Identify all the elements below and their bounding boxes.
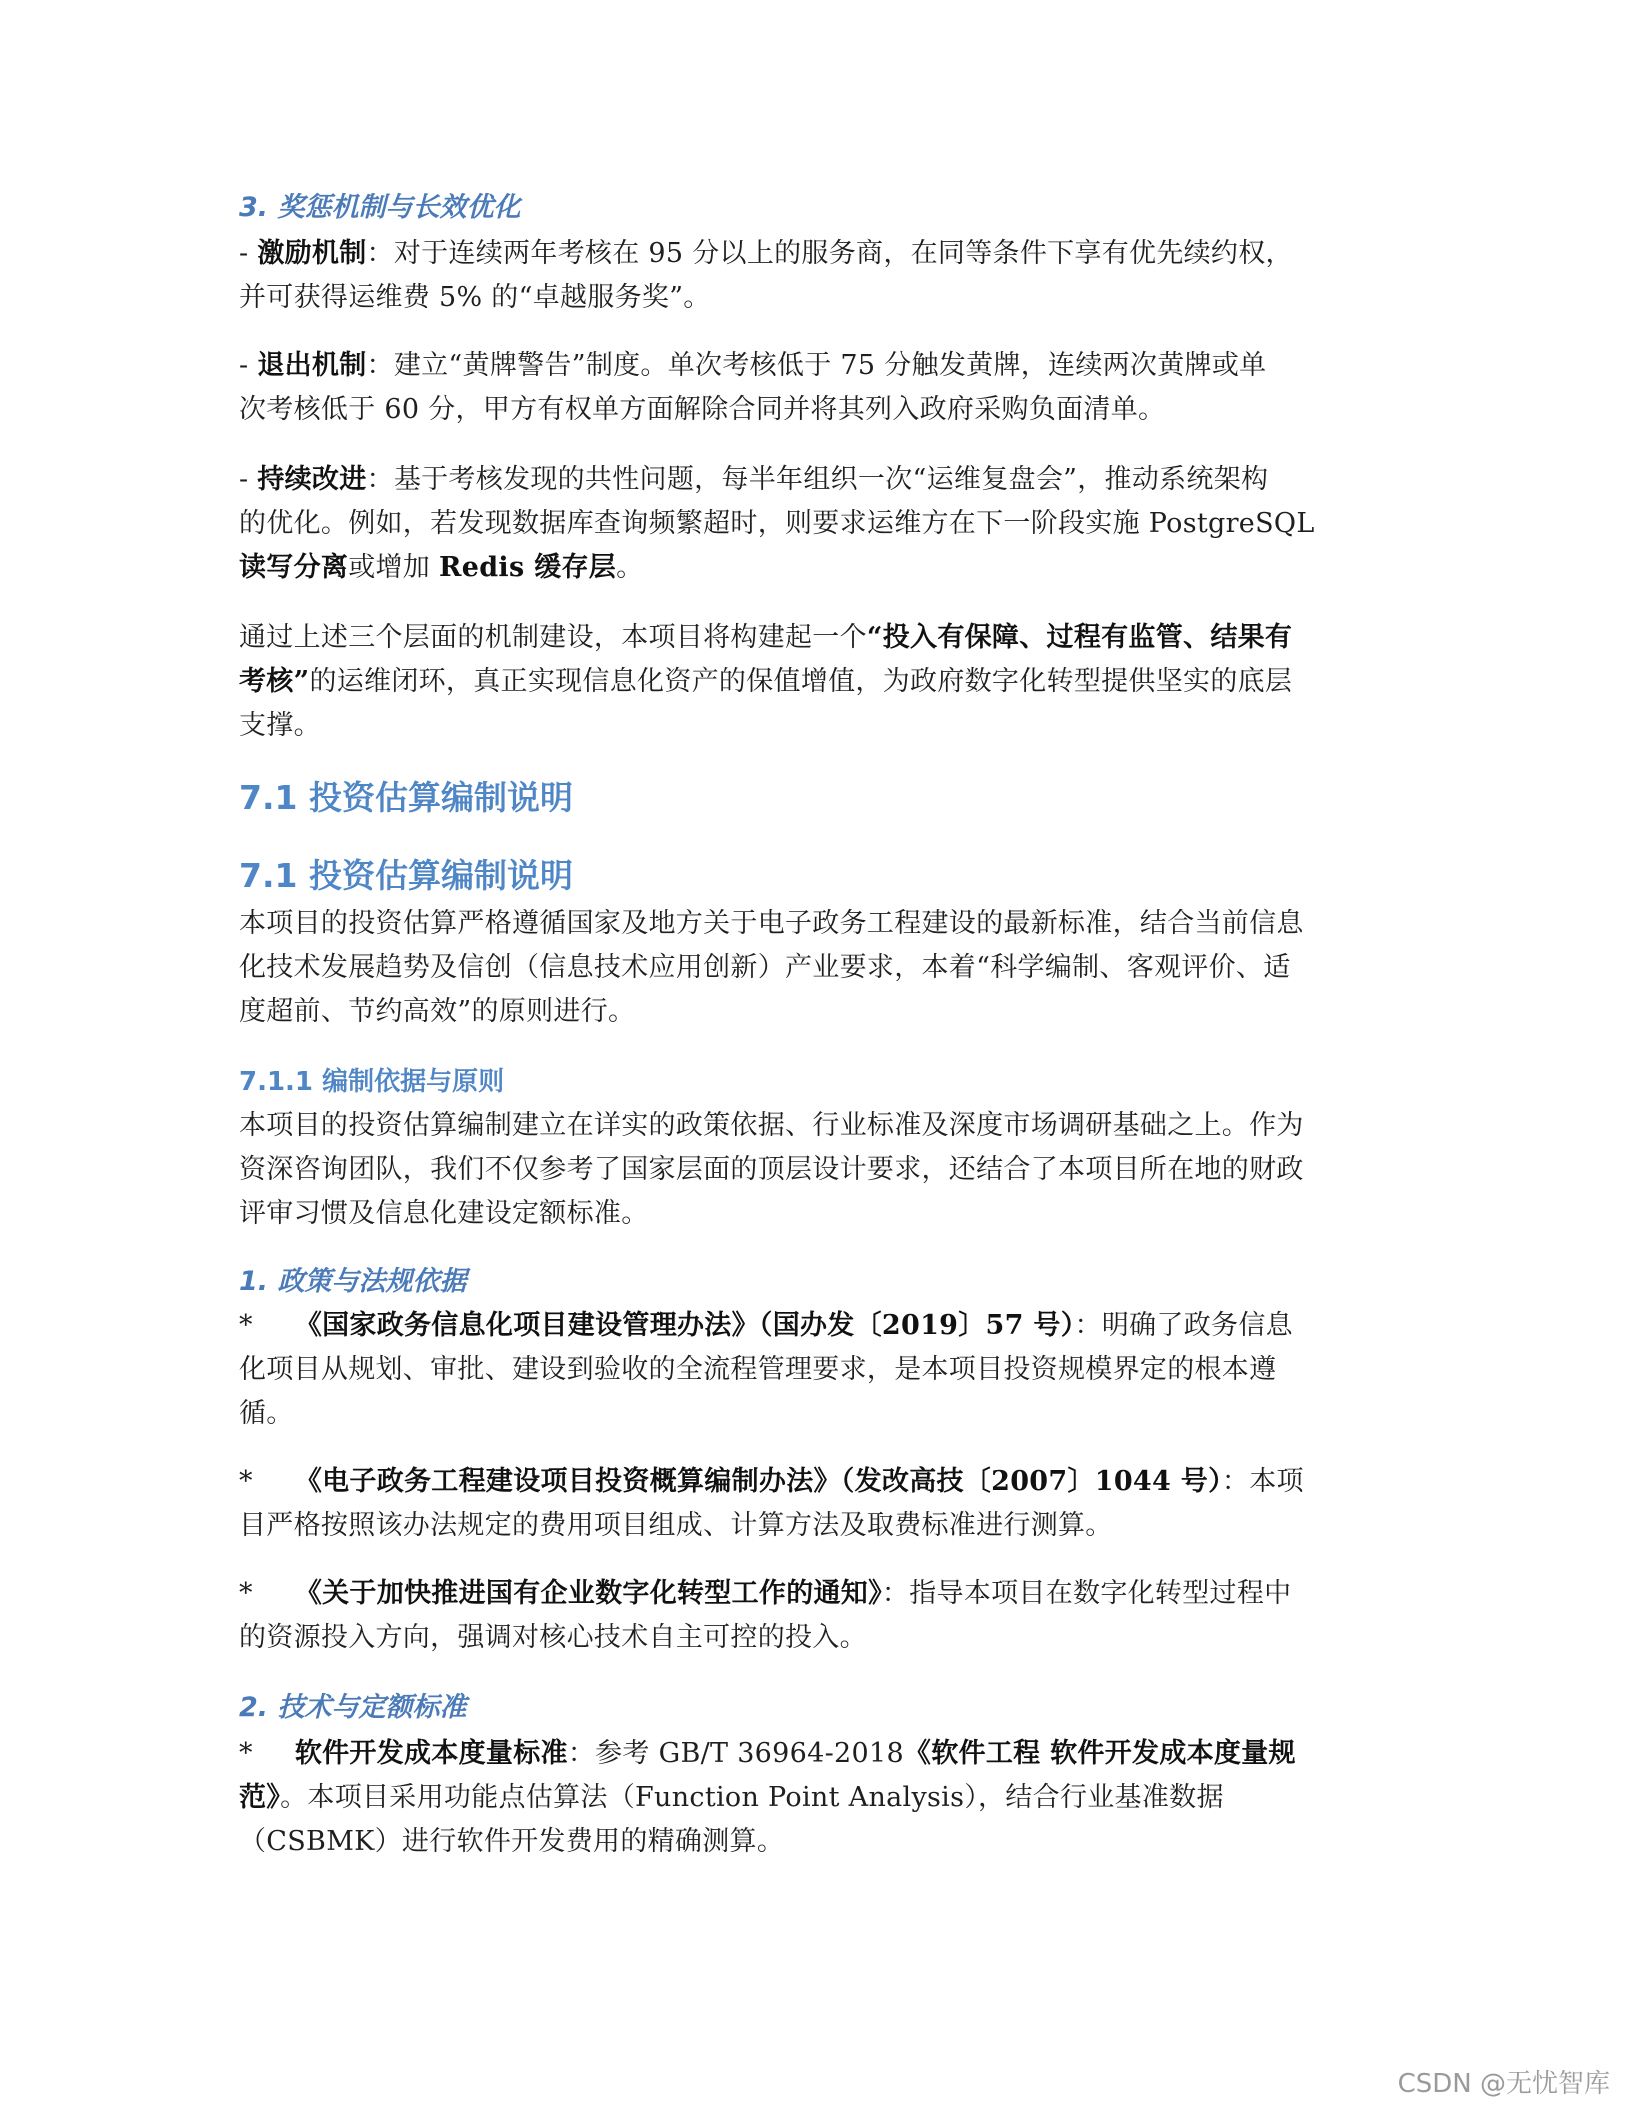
list-item-policy-3: * 《关于加快推进国有企业数字化转型工作的通知》：指导本项目在数字化转型过程中 的资源投入方向，强调对核心技术自主可控的投入。: [239, 1578, 1292, 1653]
heading-basis-principles: 7.1.1 编制依据与原则: [239, 1067, 505, 1097]
bullet: *: [239, 1310, 253, 1341]
paragraph-exit: - 退出机制：建立“黄牌警告”制度。单次考核低于 75 分触发黄牌，连续两次黄牌或单 次考核低于 60 分，甲方有权单方面解除合同并将其列入政府采购负面清单。: [239, 350, 1267, 425]
list-item-policy-1: * 《国家政务信息化项目建设管理办法》（国办发〔2019〕57 号）：明确了政务信息 化项目从规划、审批、建设到验收的全流程管理要求，是本项目投资规模界定的根本遵 循。: [239, 1310, 1293, 1429]
label-improve: 持续改进: [257, 464, 367, 495]
paragraph-intro: 本项目的投资估算严格遵循国家及地方关于电子政务工程建设的最新标准，结合当前信息 化技术发展趋势及信创（信息技术应用创新）产业要求，本着“科学编制、客观评价、适 度超前、节约高效”的原则进行。: [239, 908, 1304, 1027]
list-item-tech-1: * 软件开发成本度量标准：参考 GB/T 36964-2018《软件工程 软件开发成本度量规 范》。本项目采用功能点估算法（Function Point Analysis），结合行业基准数据 （CSBMK）进行软件开发费用的精确测算。: [239, 1738, 1296, 1857]
paragraph-improve: - 持续改进：基于考核发现的共性问题，每半年组织一次“运维复盘会”，推动系统架构 的优化。例如，若发现数据库查询频繁超时，则要求运维方在下一阶段实施 PostgreSQL 读写分离或增加 Redis 缓存层。: [239, 464, 1315, 583]
label-exit: 退出机制: [257, 350, 367, 381]
csdn-watermark: CSDN @无忧智库: [1397, 2069, 1610, 2099]
section-heading-rewards: 3. 奖惩机制与长效优化: [239, 192, 521, 223]
paragraph-incentive: - 激励机制：对于连续两年考核在 95 分以上的服务商，在同等条件下享有优先续约权， 并可获得运维费 5% 的“卓越服务奖”。: [239, 238, 1293, 313]
paragraph-basis: 本项目的投资估算编制建立在详实的政策依据、行业标准及深度市场调研基础之上。作为 资深咨询团队，我们不仅参考了国家层面的顶层设计要求，还结合了本项目所在地的财政 评审习惯及信息化建设定额标准。: [239, 1110, 1304, 1229]
bullet: *: [239, 1578, 253, 1609]
label-incentive: 激励机制: [257, 238, 367, 269]
bullet: *: [239, 1738, 253, 1769]
bullet: *: [239, 1466, 253, 1497]
list-item-policy-2: * 《电子政务工程建设项目投资概算编制办法》（发改高技〔2007〕1044 号）：本项 目严格按照该办法规定的费用项目组成、计算方法及取费标准进行测算。: [239, 1466, 1304, 1541]
heading-investment-estimate-repeat: 7.1 投资估算编制说明: [239, 856, 573, 895]
paragraph-summary: 通过上述三个层面的机制建设，本项目将构建起一个“投入有保障、过程有监管、结果有 考核”的运维闭环，真正实现信息化资产的保值增值，为政府数字化转型提供坚实的底层 支撑。: [239, 622, 1293, 741]
heading-investment-estimate: 7.1 投资估算编制说明: [239, 778, 573, 817]
heading-tech-standards: 2. 技术与定额标准: [239, 1692, 467, 1723]
heading-policy-basis: 1. 政策与法规依据: [239, 1266, 467, 1297]
